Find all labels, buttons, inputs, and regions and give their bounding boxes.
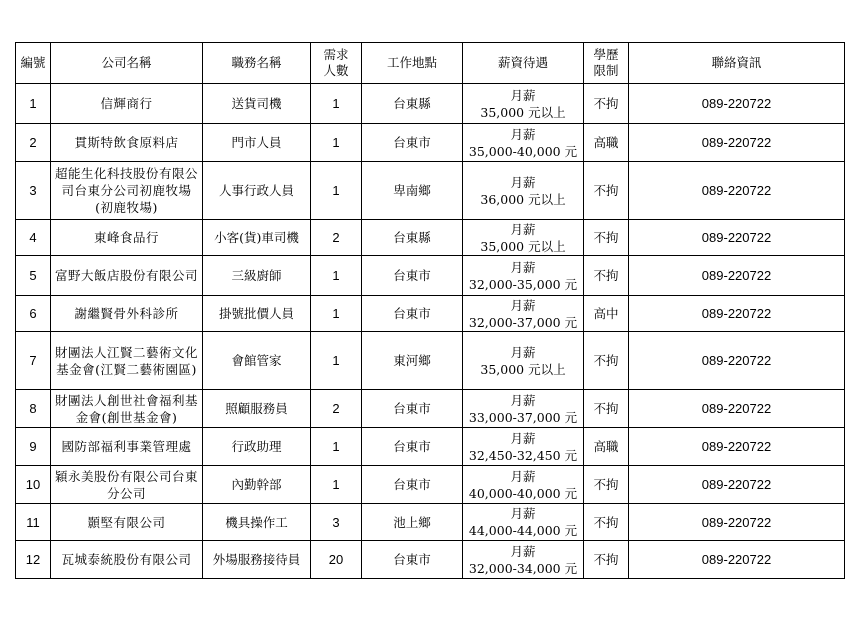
company-name: 顥堅有限公司 bbox=[51, 504, 203, 541]
education-requirement: 不拘 bbox=[584, 332, 629, 390]
table-row bbox=[16, 162, 845, 220]
position-title: 三級廚師 bbox=[203, 256, 311, 296]
table-row bbox=[16, 428, 845, 466]
company-name: 貫斯特飲食原料店 bbox=[51, 124, 203, 162]
work-location: 東河鄉 bbox=[362, 332, 463, 390]
company-name: 信輝商行 bbox=[51, 84, 203, 124]
header-headcount: 需求 人數 bbox=[311, 43, 362, 84]
contact-info: 089-220722 bbox=[629, 541, 845, 579]
contact-info: 089-220722 bbox=[629, 332, 845, 390]
row-number: 6 bbox=[16, 296, 51, 332]
company-name: 謝繼賢骨外科診所 bbox=[51, 296, 203, 332]
education-requirement: 高職 bbox=[584, 124, 629, 162]
table-row bbox=[16, 296, 845, 332]
company-name: 國防部福利事業管理處 bbox=[51, 428, 203, 466]
work-location: 台東市 bbox=[362, 428, 463, 466]
education-requirement: 不拘 bbox=[584, 162, 629, 220]
position-title: 人事行政人員 bbox=[203, 162, 311, 220]
contact-info: 089-220722 bbox=[629, 504, 845, 541]
contact-info: 089-220722 bbox=[629, 124, 845, 162]
position-title: 照顧服務員 bbox=[203, 390, 311, 428]
row-number: 5 bbox=[16, 256, 51, 296]
education-requirement: 不拘 bbox=[584, 390, 629, 428]
work-location: 台東市 bbox=[362, 124, 463, 162]
headcount: 1 bbox=[311, 256, 362, 296]
education-requirement: 不拘 bbox=[584, 541, 629, 579]
company-name: 富野大飯店股份有限公司 bbox=[51, 256, 203, 296]
headcount: 1 bbox=[311, 332, 362, 390]
work-location: 台東市 bbox=[362, 256, 463, 296]
contact-info: 089-220722 bbox=[629, 220, 845, 256]
table-row bbox=[16, 390, 845, 428]
education-requirement: 不拘 bbox=[584, 466, 629, 504]
table-row bbox=[16, 84, 845, 124]
salary: 月薪 44,000-44,000 元 bbox=[463, 504, 584, 541]
header-contact: 聯絡資訊 bbox=[629, 43, 845, 84]
job-listing-document bbox=[15, 42, 844, 579]
table-row bbox=[16, 124, 845, 162]
salary: 月薪 35,000 元以上 bbox=[463, 220, 584, 256]
position-title: 掛號批價人員 bbox=[203, 296, 311, 332]
position-title: 行政助理 bbox=[203, 428, 311, 466]
education-requirement: 高中 bbox=[584, 296, 629, 332]
headcount: 1 bbox=[311, 162, 362, 220]
contact-info: 089-220722 bbox=[629, 466, 845, 504]
company-name: 東峰食品行 bbox=[51, 220, 203, 256]
table-row bbox=[16, 220, 845, 256]
company-name: 財團法人創世社會福利基金會(創世基金會) bbox=[51, 390, 203, 428]
salary: 月薪 32,000-37,000 元 bbox=[463, 296, 584, 332]
education-requirement: 高職 bbox=[584, 428, 629, 466]
job-listing-table bbox=[15, 42, 845, 579]
work-location: 台東市 bbox=[362, 466, 463, 504]
salary: 月薪 35,000-40,000 元 bbox=[463, 124, 584, 162]
position-title: 小客(貨)車司機 bbox=[203, 220, 311, 256]
salary: 月薪 35,000 元以上 bbox=[463, 332, 584, 390]
headcount: 1 bbox=[311, 466, 362, 504]
salary: 月薪 32,000-35,000 元 bbox=[463, 256, 584, 296]
company-name: 財團法人江賢二藝術文化基金會(江賢二藝術園區) bbox=[51, 332, 203, 390]
table-row bbox=[16, 504, 845, 541]
position-title: 送貨司機 bbox=[203, 84, 311, 124]
work-location: 台東市 bbox=[362, 541, 463, 579]
row-number: 11 bbox=[16, 504, 51, 541]
row-number: 2 bbox=[16, 124, 51, 162]
work-location: 台東縣 bbox=[362, 220, 463, 256]
education-requirement: 不拘 bbox=[584, 504, 629, 541]
header-no: 編號 bbox=[16, 43, 51, 84]
work-location: 卑南鄉 bbox=[362, 162, 463, 220]
salary: 月薪 40,000-40,000 元 bbox=[463, 466, 584, 504]
salary: 月薪 33,000-37,000 元 bbox=[463, 390, 584, 428]
position-title: 機具操作工 bbox=[203, 504, 311, 541]
row-number: 10 bbox=[16, 466, 51, 504]
company-name: 瓦城泰統股份有限公司 bbox=[51, 541, 203, 579]
contact-info: 089-220722 bbox=[629, 84, 845, 124]
headcount: 20 bbox=[311, 541, 362, 579]
table-row bbox=[16, 466, 845, 504]
work-location: 台東市 bbox=[362, 296, 463, 332]
company-name: 穎永美股份有限公司台東分公司 bbox=[51, 466, 203, 504]
work-location: 池上鄉 bbox=[362, 504, 463, 541]
headcount: 1 bbox=[311, 296, 362, 332]
headcount: 1 bbox=[311, 84, 362, 124]
headcount: 3 bbox=[311, 504, 362, 541]
contact-info: 089-220722 bbox=[629, 162, 845, 220]
table-row bbox=[16, 541, 845, 579]
headcount: 2 bbox=[311, 220, 362, 256]
row-number: 7 bbox=[16, 332, 51, 390]
education-requirement: 不拘 bbox=[584, 84, 629, 124]
contact-info: 089-220722 bbox=[629, 256, 845, 296]
contact-info: 089-220722 bbox=[629, 390, 845, 428]
row-number: 1 bbox=[16, 84, 51, 124]
position-title: 門市人員 bbox=[203, 124, 311, 162]
headcount: 1 bbox=[311, 428, 362, 466]
table-row bbox=[16, 256, 845, 296]
salary: 月薪 35,000 元以上 bbox=[463, 84, 584, 124]
position-title: 外場服務接待員 bbox=[203, 541, 311, 579]
headcount: 2 bbox=[311, 390, 362, 428]
header-location: 工作地點 bbox=[362, 43, 463, 84]
work-location: 台東縣 bbox=[362, 84, 463, 124]
row-number: 3 bbox=[16, 162, 51, 220]
education-requirement: 不拘 bbox=[584, 256, 629, 296]
work-location: 台東市 bbox=[362, 390, 463, 428]
header-company: 公司名稱 bbox=[51, 43, 203, 84]
header-education: 學歷 限制 bbox=[584, 43, 629, 84]
row-number: 9 bbox=[16, 428, 51, 466]
education-requirement: 不拘 bbox=[584, 220, 629, 256]
salary: 月薪 32,450-32,450 元 bbox=[463, 428, 584, 466]
row-number: 12 bbox=[16, 541, 51, 579]
contact-info: 089-220722 bbox=[629, 428, 845, 466]
table-header-row bbox=[16, 43, 845, 84]
contact-info: 089-220722 bbox=[629, 296, 845, 332]
position-title: 內勤幹部 bbox=[203, 466, 311, 504]
row-number: 4 bbox=[16, 220, 51, 256]
position-title: 會館管家 bbox=[203, 332, 311, 390]
header-salary: 薪資待遇 bbox=[463, 43, 584, 84]
row-number: 8 bbox=[16, 390, 51, 428]
salary: 月薪 32,000-34,000 元 bbox=[463, 541, 584, 579]
table-row bbox=[16, 332, 845, 390]
company-name: 超能生化科技股份有限公司台東分公司初鹿牧場(初鹿牧場) bbox=[51, 162, 203, 220]
header-position: 職務名稱 bbox=[203, 43, 311, 84]
salary: 月薪 36,000 元以上 bbox=[463, 162, 584, 220]
headcount: 1 bbox=[311, 124, 362, 162]
